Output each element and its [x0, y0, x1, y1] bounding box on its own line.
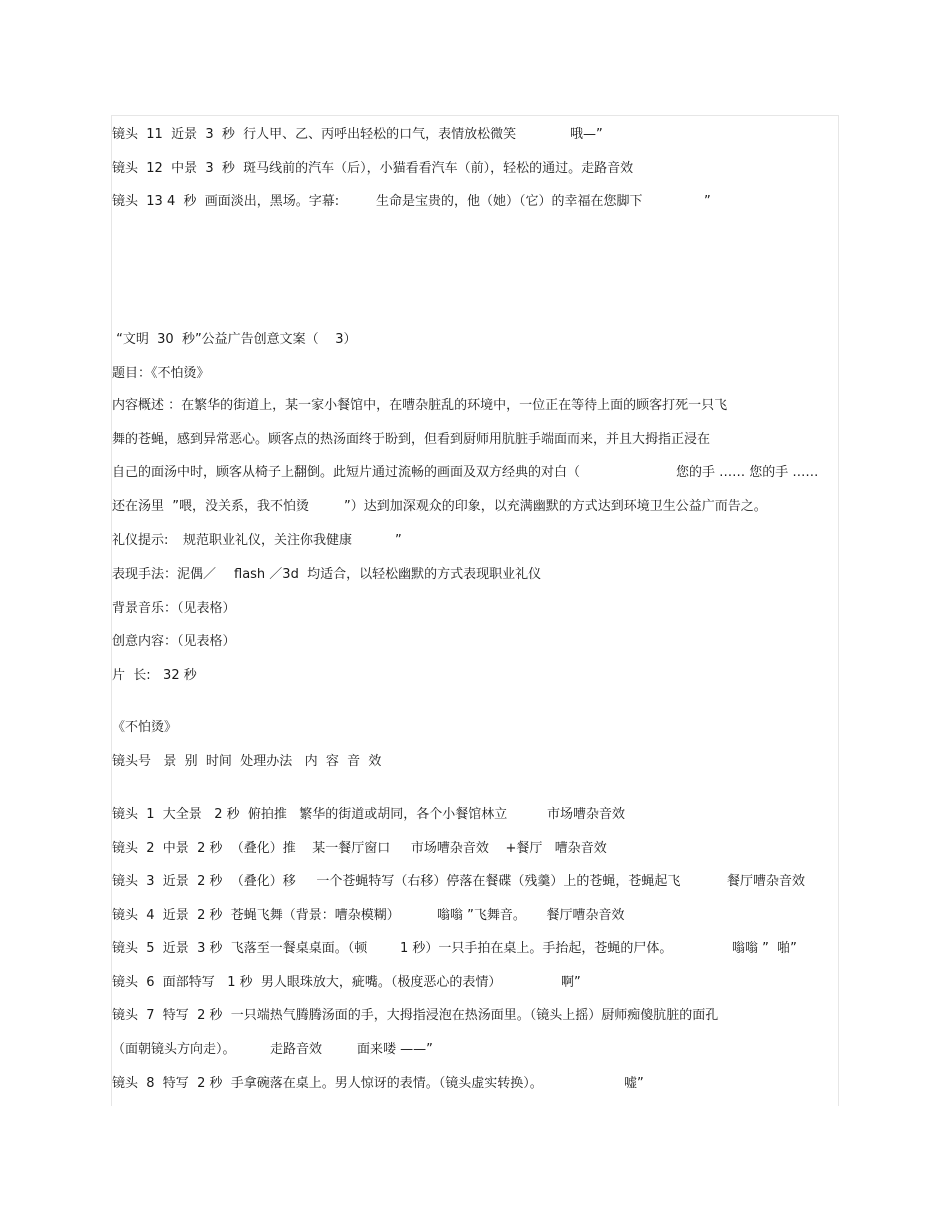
text-segment: 哦—”	[570, 127, 603, 142]
text-segment: 背景音乐：（见表格）	[112, 601, 236, 616]
text-segment: 表现手法：泥偶／	[112, 567, 217, 582]
text-segment: 片 长: 32 秒	[112, 668, 197, 683]
text-segment: ”	[704, 194, 711, 209]
text-segment: 走路音效	[270, 1042, 323, 1057]
text-segment: 创意内容：（见表格）	[112, 634, 236, 649]
text-segment: 生命是宝贵的，他（她）（它）的幸福在您脚下	[376, 194, 643, 209]
text-segment: 舞的苍蝇，感到异常恶心。顾客点的热汤面终于盼到，但看到厨师用肮脏手端面而来，并且大拇指正浸在	[112, 432, 711, 447]
text-segment: 啊”	[561, 975, 581, 990]
text-segment: 镜头 8 特写 2 秒 手拿碗落在桌上。男人惊讶的表情。（镜头虚实转换）。	[112, 1076, 543, 1091]
text-segment: 镜头 6 面部特写 1 秒 男人眼珠放大，疵嘴。（极度恶心的表情）	[112, 975, 502, 990]
text-segment: ”）达到加深观众的印象，以充满幽默的方式达到环境卫生公益广而告之。	[344, 499, 767, 514]
text-segment: 镜头 3 近景 2 秒 （叠化）移 一个苍蝇特写（右移）停落在餐碟（残羹）上的苍蝇，苍蝇起飞	[112, 874, 681, 889]
text-segment: 嗡嗡 ”飞舞音。 餐厅嘈杂音效	[437, 908, 625, 923]
text-segment: 礼仪提示:	[112, 533, 169, 548]
text-segment: 面来喽 ——”	[357, 1042, 433, 1057]
text-segment: 餐厅嘈杂音效	[727, 874, 806, 889]
text-segment: 内容概述 ：在繁华的街道上，某一家小餐馆中，在嘈杂脏乱的环境中，一位正在等待上面的顾客打死一只飞	[112, 398, 728, 413]
text-segment: 镜头 7 特写 2 秒 一只端热气腾腾汤面的手，大拇指浸泡在热汤面里。（镜头上摇）厨师痴傻肮脏的面孔	[112, 1008, 719, 1023]
text-segment: 您的手 …… 您的手 ……	[676, 465, 819, 480]
text-segment: 镜头 5 近景 3 秒 飞落至一餐桌桌面。（顿	[112, 941, 368, 956]
text-segment: 镜头号 景 别 时间 处理办法 内 容 音 效	[112, 754, 382, 769]
text-segment: 题目：《不怕烫》	[112, 366, 210, 381]
text-segment: 《不怕烫》	[112, 720, 178, 735]
text-segment: 自己的面汤中时，顾客从椅子上翻倒。此短片通过流畅的画面及双方经典的对白（	[112, 465, 581, 480]
text-segment: 规范职业礼仪，关注你我健康	[183, 533, 353, 548]
text-segment: 嘘”	[624, 1076, 644, 1091]
text-segment: 镜头 13 4 秒 画面淡出，黑场。字幕:	[112, 194, 340, 209]
text-segment: ”	[395, 533, 402, 548]
text-segment: 嗡嗡 ” 啪”	[732, 941, 797, 956]
text-segment: 镜头 12 中景 3 秒 斑马线前的汽车（后），小猫看看汽车（前），轻松的通过。走路音效	[112, 161, 634, 176]
text-segment: “文明 30 秒”公益广告创意文案（ 3）	[112, 332, 357, 347]
text-segment: （面朝镜头方向走）。	[112, 1042, 236, 1057]
text-segment: flash ／3d 均适合，以轻松幽默的方式表现职业礼仪	[234, 567, 542, 582]
text-segment: 镜头 4 近景 2 秒 苍蝇飞舞（背景：嘈杂模糊）	[112, 908, 400, 923]
text-segment: 市场嘈杂音效	[547, 807, 626, 822]
text-segment: 镜头 1 大全景 2 秒 俯拍推 繁华的街道或胡同，各个小餐馆林立	[112, 807, 508, 822]
text-segment: 镜头 2 中景 2 秒 （叠化）推 某一餐厅窗口 市场嘈杂音效 +餐厅 嘈杂音效	[112, 841, 607, 856]
text-segment: 还在汤里 ”喂，没关系，我不怕烫	[112, 499, 309, 514]
text-segment: 镜头 11 近景 3 秒 行人甲、乙、丙呼出轻松的口气，表情放松微笑	[112, 127, 517, 142]
text-segment: 1 秒）一只手拍在桌上。手抬起，苍蝇的尸体。	[400, 941, 673, 956]
